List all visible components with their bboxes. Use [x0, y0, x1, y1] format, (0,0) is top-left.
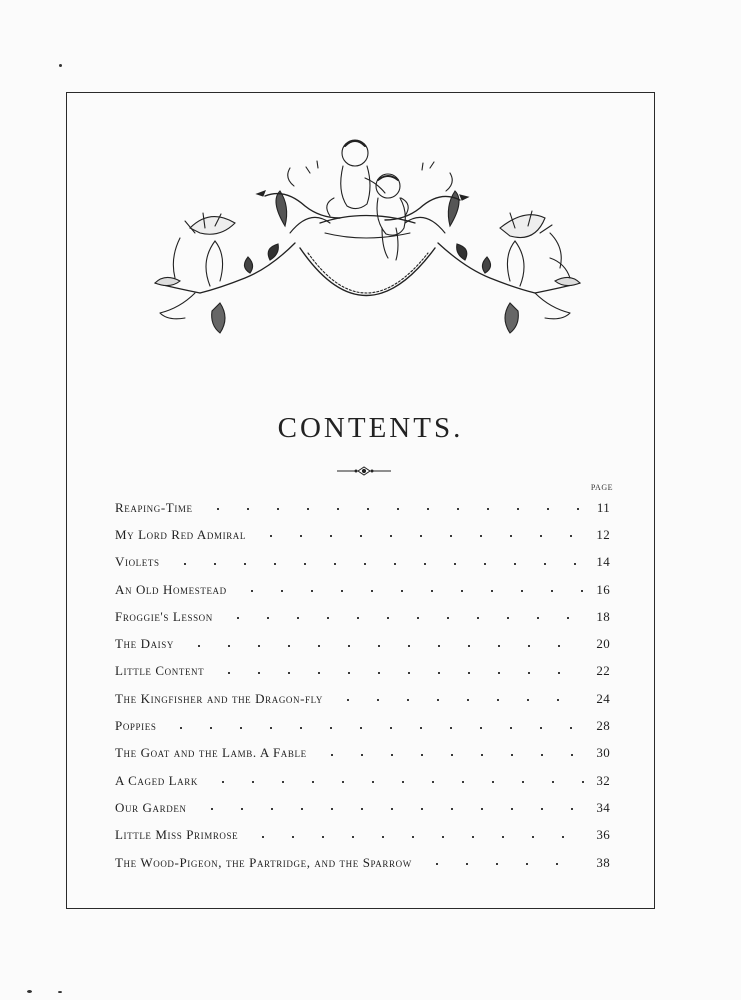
toc-entry-title: A Caged Lark: [115, 773, 204, 789]
dot-leader: [223, 617, 584, 619]
dot-leader: [197, 808, 584, 810]
page-title: CONTENTS.: [277, 412, 464, 444]
toc-entry[interactable]: [115, 767, 610, 794]
toc-entry-page: 16: [596, 581, 610, 597]
toc-entry[interactable]: [115, 712, 610, 739]
toc-entry-title: Violets: [115, 554, 166, 570]
toc-entry-page: 22: [596, 663, 610, 679]
dot-leader: [256, 535, 584, 537]
toc-entry-page: 34: [596, 799, 610, 815]
toc-entry[interactable]: [115, 849, 610, 876]
toc-entry-page: 32: [596, 772, 610, 788]
toc-entry-page: 18: [596, 608, 610, 624]
ink-speck: [58, 991, 62, 993]
cherub-garland-illustration: [150, 128, 582, 343]
page-column-label: PAGE: [590, 483, 613, 492]
dot-leader: [214, 672, 584, 674]
toc-entry-title: Froggie's Lesson: [115, 609, 219, 625]
toc-entry-page: 14: [596, 554, 610, 570]
dot-leader: [184, 645, 584, 647]
dot-leader: [237, 590, 584, 592]
toc-entry[interactable]: [115, 521, 610, 548]
dot-leader: [203, 508, 584, 510]
toc-entry[interactable]: [115, 603, 610, 630]
toc-entry[interactable]: [115, 740, 610, 767]
toc-entry[interactable]: [115, 630, 610, 657]
title-divider-ornament: [337, 464, 391, 478]
toc-entry-page: 11: [596, 499, 610, 515]
toc-entry[interactable]: [115, 658, 610, 685]
dot-leader: [248, 836, 584, 838]
toc-entry-title: Our Garden: [115, 800, 193, 816]
ink-speck: [59, 64, 62, 67]
toc-entry-page: 12: [596, 526, 610, 542]
toc-entry-title: The Wood-Pigeon, the Partridge, and the Sparrow: [115, 855, 418, 871]
toc-entry[interactable]: [115, 794, 610, 821]
toc-entry[interactable]: [115, 576, 610, 603]
toc-entry[interactable]: [115, 685, 610, 712]
toc-entry-title: The Daisy: [115, 636, 180, 652]
toc-entry[interactable]: [115, 494, 610, 521]
dot-leader: [317, 754, 584, 756]
toc-entry[interactable]: [115, 549, 610, 576]
toc-entry-title: My Lord Red Admiral: [115, 527, 252, 543]
toc-entry[interactable]: [115, 822, 610, 849]
ink-speck: [27, 990, 32, 993]
toc-entry-title: The Goat and the Lamb. A Fable: [115, 745, 313, 761]
dot-leader: [422, 863, 584, 865]
toc-entry-page: 36: [596, 827, 610, 843]
dot-leader: [166, 727, 584, 729]
toc-entry-page: 24: [596, 690, 610, 706]
toc-entry-page: 30: [596, 745, 610, 761]
toc-entry-title: Little Miss Primrose: [115, 827, 244, 843]
dot-leader: [170, 563, 584, 565]
toc-entry-title: Reaping-Time: [115, 500, 199, 516]
dot-leader: [208, 781, 584, 783]
toc-entry-title: Little Content: [115, 663, 210, 679]
toc-entry-page: 28: [596, 718, 610, 734]
toc-entry-page: 20: [596, 636, 610, 652]
toc-entry-title: The Kingfisher and the Dragon-fly: [115, 691, 329, 707]
toc-entry-page: 38: [596, 854, 610, 870]
dot-leader: [333, 699, 584, 701]
toc-entry-title: An Old Homestead: [115, 582, 233, 598]
contents-list: [115, 494, 610, 876]
toc-entry-title: Poppies: [115, 718, 162, 734]
